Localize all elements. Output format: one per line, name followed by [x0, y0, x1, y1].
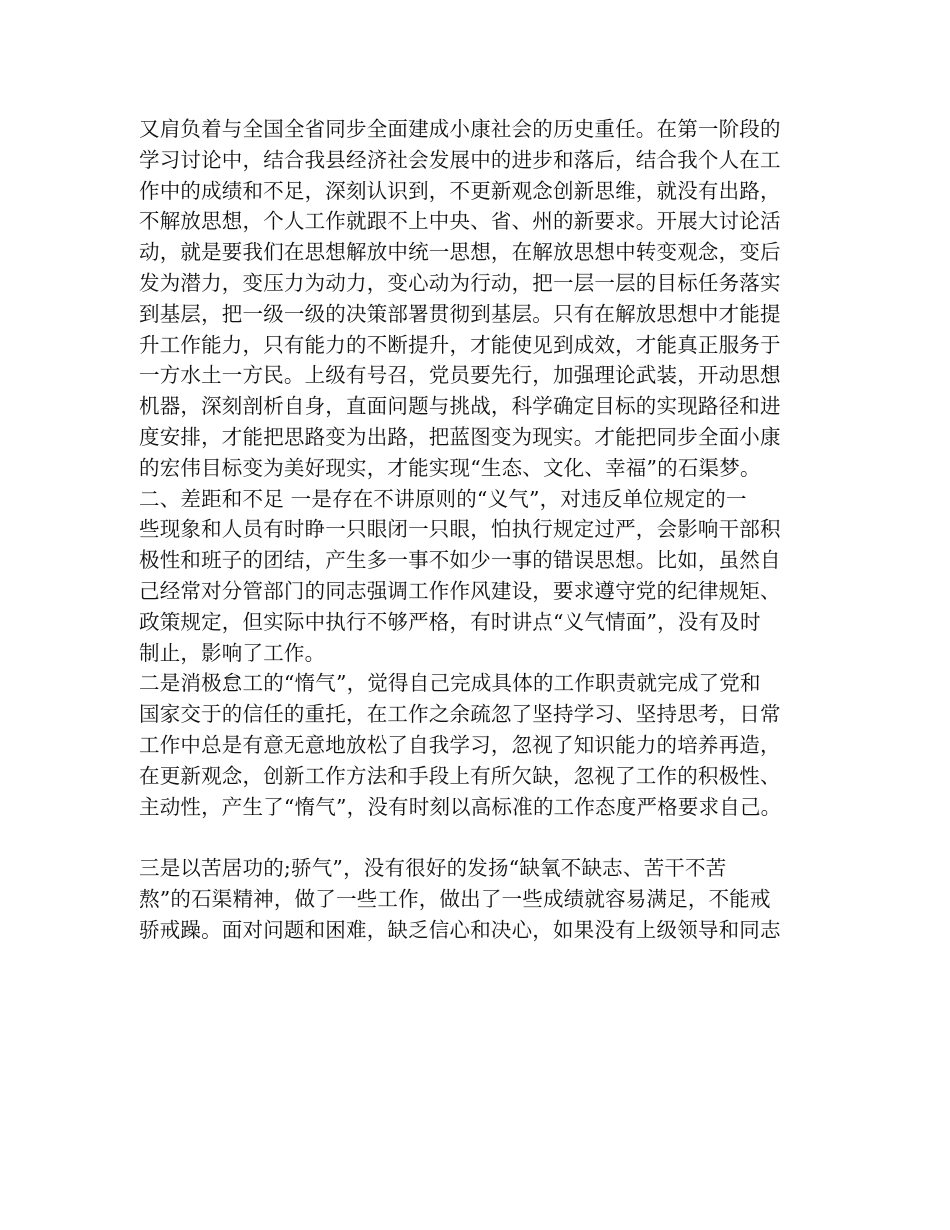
text-line: 国家交于的信任的重托，在工作之余疏忽了坚持学习、坚持思考，日常	[139, 702, 781, 727]
text-line: 升工作能力，只有能力的不断提升，才能使见到成效，才能真正服务于	[139, 332, 781, 357]
text-line: 极性和班子的团结，产生多一事不如少一事的错误思想。比如，虽然自	[139, 548, 781, 573]
text-line: 二、差距和不足 一是存在不讲原则的“义气”，对违反单位规定的一	[139, 486, 747, 511]
text-line: 一方水土一方民。上级有号召，党员要先行，加强理论武装，开动思想	[139, 363, 781, 388]
document-body	[139, 114, 839, 946]
text-line: 骄戒躁。面对问题和困难，缺乏信心和决心，如果没有上级领导和同志	[139, 917, 781, 942]
text-line: 三是以苦居功的;骄气”，没有很好的发扬“缺氧不缺志、苦干不苦	[139, 856, 727, 881]
text-line: 到基层，把一级一级的决策部署贯彻到基层。只有在解放思想中才能提	[139, 301, 781, 326]
text-line: 机器，深刻剖析自身，直面问题与挑战，科学确定目标的实现路径和进	[139, 394, 781, 419]
text-line: 己经常对分管部门的同志强调工作作风建设，要求遵守党的纪律规矩、	[139, 578, 781, 603]
text-line: 主动性，产生了“惰气”，没有时刻以高标准的工作态度严格要求自己。	[139, 794, 782, 819]
text-line: 动，就是要我们在思想解放中统一思想，在解放思想中转变观念，变后	[139, 240, 781, 265]
text-line: 熬”的石渠精神，做了一些工作，做出了一些成绩就容易满足，不能戒	[139, 887, 771, 912]
paragraph-gap	[139, 822, 839, 853]
text-line: 二是消极怠工的“惰气”，觉得自己完成具体的工作职责就完成了党和	[139, 671, 761, 696]
text-line: 不解放思想，个人工作就跟不上中央、省、州的新要求。开展大讨论活	[139, 209, 781, 234]
text-line: 的宏伟目标变为美好现实，才能实现“生态、文化、幸福”的石渠梦。	[139, 455, 761, 480]
text-line: 在更新观念，创新工作方法和手段上有所欠缺，忽视了工作的积极性、	[139, 763, 781, 788]
text-line: 工作中总是有意无意地放松了自我学习，忽视了知识能力的培养再造，	[139, 732, 781, 757]
text-line: 制止，影响了工作。	[139, 640, 326, 665]
text-line: 政策规定，但实际中执行不够严格，有时讲点“义气情面”，没有及时	[139, 609, 761, 634]
text-line: 发为潜力，变压力为动力，变心动为行动，把一层一层的目标任务落实	[139, 270, 781, 295]
text-line: 作中的成绩和不足，深刻认识到，不更新观念创新思维，就没有出路，	[139, 178, 781, 203]
text-line: 度安排，才能把思路变为出路，把蓝图变为现实。才能把同步全面小康	[139, 424, 781, 449]
text-line: 学习讨论中，结合我县经济社会发展中的进步和落后，结合我个人在工	[139, 147, 781, 172]
text-line: 又肩负着与全国全省同步全面建成小康社会的历史重任。在第一阶段的	[139, 117, 781, 141]
text-line: 些现象和人员有时睁一只眼闭一只眼，怕执行规定过严，会影响干部积	[139, 517, 781, 542]
